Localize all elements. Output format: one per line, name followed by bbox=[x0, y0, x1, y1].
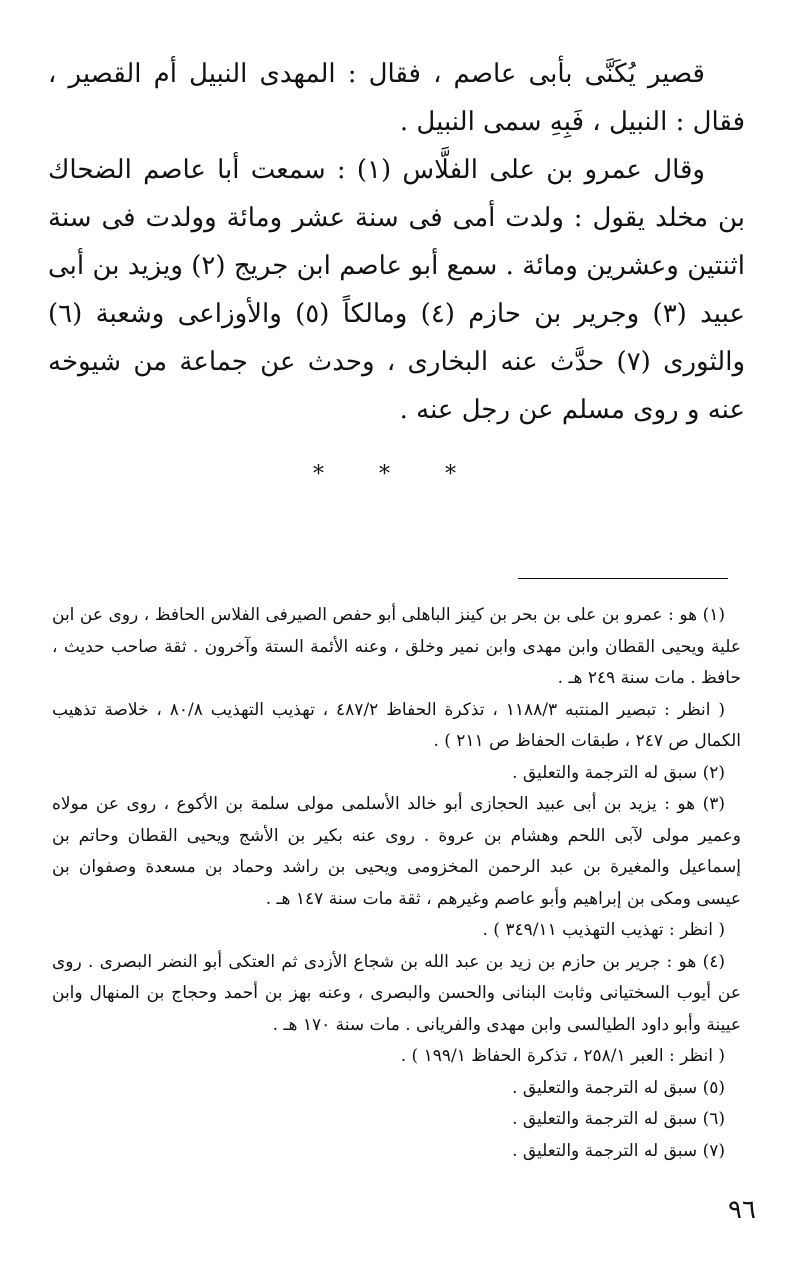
section-separator: * * * bbox=[313, 462, 480, 487]
main-paragraph-2: وقال عمرو بن على الفلَّاس (١) : سمعت أبا عاصم الضحاك بن مخلد يقول : ولدت أمى فى سنة عشر ومائة وولدت فى سنة اثنتين وعشرين ومائة . سمع أبو عاصم ابن جريج (٢) ويزيد بن أبى عبيد (٣) وجرير بن حازم (٤) ومالكاً (٥) والأوزاعى وشعبة (٦) والثورى (٧) حدَّث عنه البخارى ، وحدث عن جماعة من شيوخه عنه و روى مسلم عن رجل عنه . bbox=[48, 155, 746, 425]
footnote-5: (٥) سبق له الترجمة والتعليق . bbox=[512, 1077, 725, 1098]
footnote-rule bbox=[518, 578, 728, 579]
footnote-4: (٤) هو : جرير بن حازم بن زيد بن عبد الله بن شجاع الأزدى ثم العتكى أبو النضر البصرى . روى عن أيوب السختيانى وثابت البنانى والحسن والبصرى ، وعنه بهز بن أحمد وحجاج بن المنهال وابن عيينة وأبو داود الطيالسى وابن مهدى والفريانى . مات سنة ١٧٠ هـ . bbox=[52, 951, 741, 1035]
main-paragraph-1: قصير يُكَنَّى بأبى عاصم ، فقال : المهدى النبيل أم القصير ، فقال : النبيل ، فَبِهِ سمى النبيل . bbox=[48, 59, 745, 137]
footnotes bbox=[52, 600, 741, 1167]
footnote-4-refs: ( انظر : العبر ٢٥٨/١ ، تذكرة الحفاظ ١٩٩/١ ) . bbox=[400, 1046, 725, 1066]
footnote-3-refs: ( انظر : تهذيب التهذيب ٣٤٩/١١ ) . bbox=[482, 920, 725, 940]
footnote-7: (٧) سبق له الترجمة والتعليق . bbox=[512, 1140, 725, 1161]
footnote-3: (٣) هو : يزيد بن أبى عبيد الحجازى أبو خالد الأسلمى مولى سلمة بن الأكوع ، روى عن مولاه وعمير مولى لآبى اللحم وهشام بن عروة . روى عنه بكير بن الأشج ويحيى القطان وحاتم بن إسماعيل والمغيرة بن عبد الرحمن المخزومى ويحيى بن راشد وحماد بن مسعدة وصفوان بن عيسى ومكى بن إبراهيم وأبو عاصم وغيرهم ، ثقة مات سنة ١٤٧ هـ . bbox=[52, 794, 741, 909]
footnote-1-refs: ( انظر : تبصير المنتبه ١١٨٨/٣ ، تذكرة الحفاظ ٤٨٧/٢ ، تهذيب التهذيب ٨٠/٨ ، خلاصة تذهيب الكمال ص ٢٤٧ ، طبقات الحفاظ ص ٢١١ ) . bbox=[52, 699, 741, 751]
footnote-2: (٢) سبق له الترجمة والتعليق . bbox=[512, 762, 725, 783]
page-number: ٩٦ bbox=[728, 1195, 756, 1225]
footnote-6: (٦) سبق له الترجمة والتعليق . bbox=[512, 1109, 725, 1129]
main-text bbox=[48, 50, 745, 434]
footnote-1: (١) هو : عمرو بن على بن بحر بن كينز الباهلى أبو حفص الصيرفى الفلاس الحافظ ، روى عن ابن علية ويحيى القطان وابن مهدى وابن نمير وخلق ، وعنه الأئمة الستة وآخرون . ثقة صاحب حديث ، حافظ . مات سنة ٢٤٩ هـ . bbox=[52, 605, 741, 688]
